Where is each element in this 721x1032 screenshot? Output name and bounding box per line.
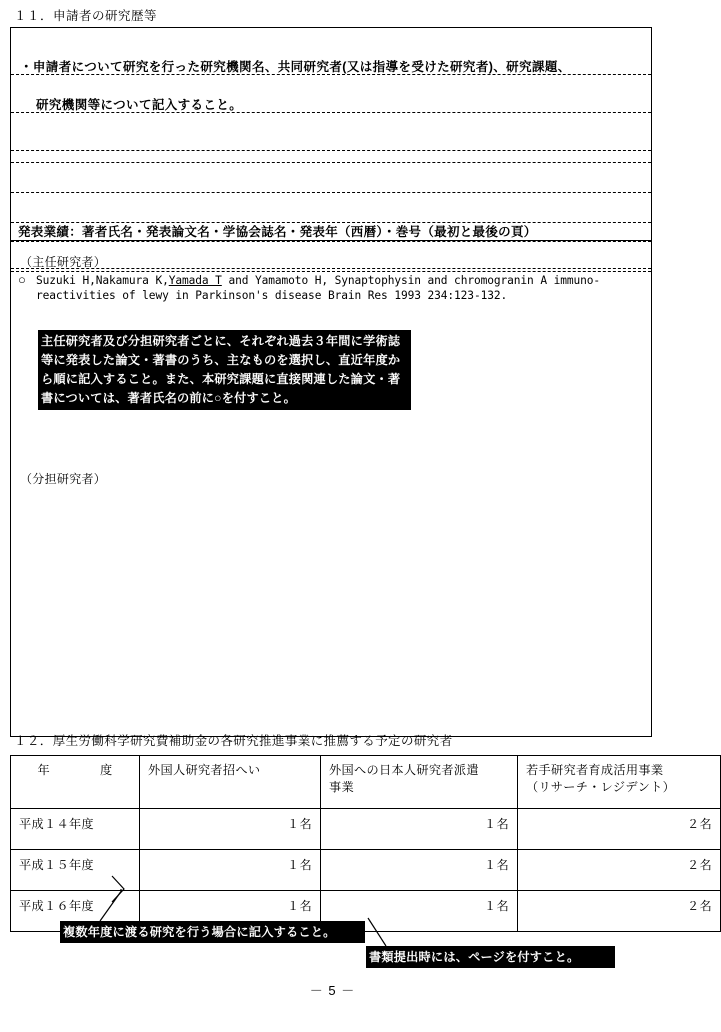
section-12-title: １２．厚生労働科学研究費補助金の各研究推進事業に推薦する予定の研究者 xyxy=(14,734,453,748)
row-invite-count: １名 xyxy=(140,891,321,932)
column-header-invite: 外国人研究者招へい xyxy=(140,756,321,809)
instruction-line-1: ・申請者について研究を行った研究機関名、共同研究者(又は指導を受けた研究者)、研究課題、 xyxy=(20,60,571,74)
row-young-count: ２名 xyxy=(518,809,721,850)
co-researcher-label: （分担研究者） xyxy=(20,472,107,486)
reference-line-2: reactivities of lewy in Parkinson's disease Brain Res 1993 234:123-132. xyxy=(36,289,508,302)
rule-line xyxy=(11,150,651,151)
reference-authors-underlined: Yamada T xyxy=(168,274,222,287)
page-number: － 5 － xyxy=(309,983,356,998)
row-dispatch-count: １名 xyxy=(321,850,518,891)
column-header-year: 年 度 xyxy=(11,756,140,809)
callout-page-number-instruction: 書類提出時には、ページを付すこと。 xyxy=(366,946,615,968)
reference-marker: ○ xyxy=(18,272,26,287)
reference-authors-a: Suzuki H,Nakamura K, xyxy=(36,274,169,287)
callout-multiyear-instruction: 複数年度に渡る研究を行う場合に記入すること。 xyxy=(60,921,365,943)
row-young-count: ２名 xyxy=(518,850,721,891)
reference-title: and Yamamoto H, Synaptophysin and chromogranin A immuno- xyxy=(221,274,601,287)
rule-line xyxy=(11,241,651,242)
column-header-dispatch-line1: 外国への日本人研究者派遣 xyxy=(329,763,479,777)
row-dispatch-count: １名 xyxy=(321,891,518,932)
column-header-young-line1: 若手研究者育成活用事業 xyxy=(526,763,664,777)
column-header-dispatch-line2: 事業 xyxy=(329,780,354,794)
table-row xyxy=(11,809,721,850)
callout-publication-instruction: 主任研究者及び分担研究者ごとに、それぞれ過去３年間に学術誌等に発表した論文・著書のうち、主なものを選択し、直近年度から順に記入すること。また、本研究課題に直接関連した論文・著書については、著者氏名の前に○を付すこと。 xyxy=(38,330,411,410)
rule-line xyxy=(11,271,651,272)
section-11-title: １１．申請者の研究歴等 xyxy=(14,9,158,23)
column-header-dispatch xyxy=(321,756,518,809)
row-year: 平成１４年度 xyxy=(11,809,140,850)
recommended-researchers-table xyxy=(10,755,721,932)
table-header-row xyxy=(11,756,721,809)
rule-line xyxy=(11,162,651,163)
row-invite-count: １名 xyxy=(140,850,321,891)
rule-line xyxy=(11,268,651,269)
table-row xyxy=(11,850,721,891)
row-year: 平成１５年度 xyxy=(11,850,140,891)
row-dispatch-count: １名 xyxy=(321,809,518,850)
reference-entry xyxy=(36,273,636,303)
publication-header: 発表業績：著者氏名・発表論文名・学協会誌名・発表年（西暦）・巻号（最初と最後の頁） xyxy=(18,225,537,239)
instruction-line-2: 研究機関等について記入すること。 xyxy=(36,98,243,112)
rule-line xyxy=(11,192,651,193)
row-invite-count: １名 xyxy=(140,809,321,850)
column-header-young-line2: （リサーチ・レジデント） xyxy=(526,780,676,794)
lead-researcher-label: （主任研究者） xyxy=(20,255,107,269)
section-divider xyxy=(11,240,651,241)
row-young-count: ２名 xyxy=(518,891,721,932)
row-year: 平成１６年度 xyxy=(11,891,140,932)
column-header-young xyxy=(518,756,721,809)
